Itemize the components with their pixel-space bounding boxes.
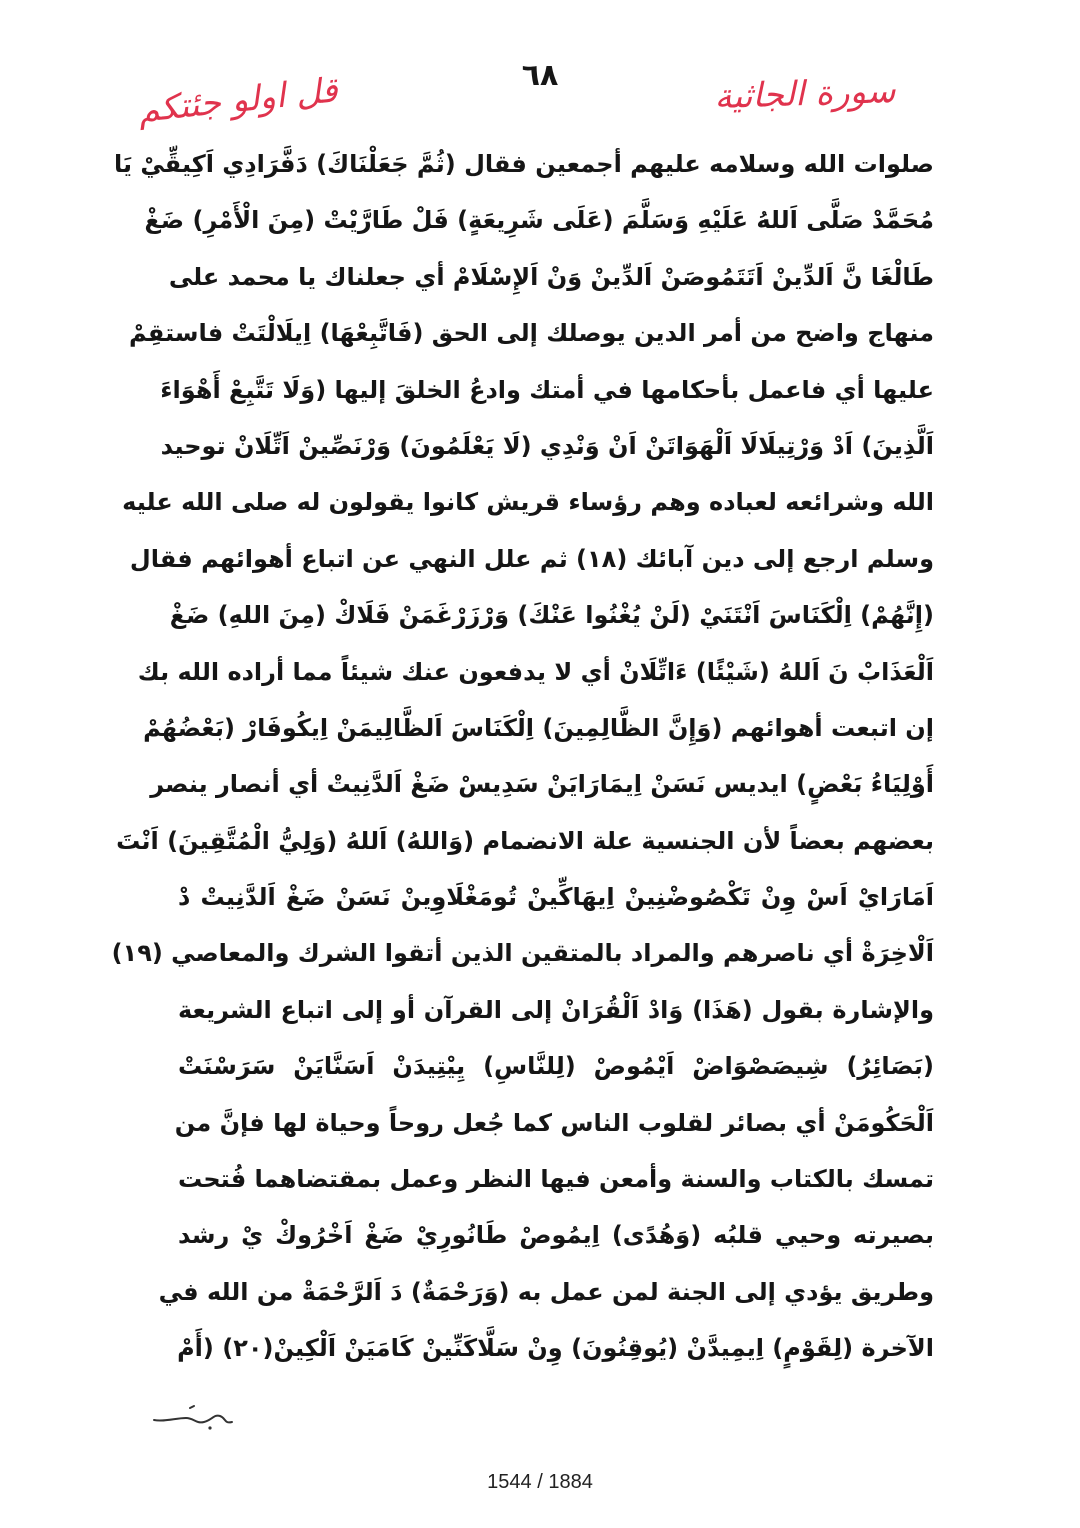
text-line: وطريق يؤدي إلى الجنة لمن عمل به (وَرَحْمَةٌ) دَ اَلرَّحْمَةْ من الله في bbox=[158, 1277, 934, 1306]
text-line: الآخرة (لِقَوْمٍ) اِيمِيدَّنْ (يُوقِنُونَ) وِنْ سَلَّاكَنِّينْ كَامَيَنْ اَلْكِينْ(٢٠) (أَمْ bbox=[177, 1334, 934, 1363]
pdf-page-counter: 1544 / 1884 bbox=[487, 1471, 593, 1493]
text-line: منهاج واضح من أمر الدين يوصلك إلى الحق (فَاتَّبِعْهَا) اِيلَالْتَتْ فاستقِمْ bbox=[128, 319, 934, 348]
text-line: وسلم ارجع إلى دين آبائك (١٨) ثم علل النهي عن اتباع أهوائهم فقال bbox=[129, 544, 934, 573]
text-line: صلوات الله وسلامه عليهم أجمعين فقال (ثُمَّ جَعَلْنَاكَ) دَفَّرَادِي اَكِيقِّيْ يَا bbox=[114, 150, 934, 178]
text-line: (بَصَائِرُ) شِيصَصْوَاضْ اَيْمُوصْ (لِلنَّاسِ) يِيْتِيدَنْ اَسَنَّايَنْ سَرَسْنَتْ bbox=[178, 1052, 934, 1081]
text-line: عليها أي فاعمل بأحكامها في أمتك وادعُ الخلقَ إليها (وَلَا تَتَّبِعْ أَهْوَاءَ bbox=[160, 375, 934, 404]
text-line: إن اتبعت أهوائهم (وَإِنَّ الظَّالِمِينَ) اِلْكَنَاسَ اَلظَّالِيمَنْ اِيكُوفَارْ (بَعْضُهُمْ bbox=[143, 713, 934, 742]
handwritten-surah-note: سورة الجاثية bbox=[713, 70, 897, 118]
handwritten-signature-mark bbox=[150, 1394, 240, 1434]
text-line: اَمَارَايْ اَسْ وِنْ تَكْصُوضْنِينْ اِيهَاكِّينْ تُومَغْلَاوِينْ نَسَنْ ضَغْ اَلدَّنِيتْ دْ bbox=[178, 883, 934, 912]
text-line: بعضهم بعضاً لأن الجنسية علة الانضمام (وَاللهُ) اَللهُ (وَلِيُّ الْمُتَّقِينَ) اَنْتَ bbox=[116, 826, 934, 855]
text-line: والإشارة بقول (هَذَا) وَادْ اَلْقُرَانْ إلى القرآن أو إلى اتباع الشريعة bbox=[178, 995, 934, 1024]
text-line: اَلْعَذَابْ نَ اَللهُ (شَيْئًا) ءَاتِّلَانْ أي لا يدفعون عنك شيئاً مما أراده الله بك bbox=[137, 657, 934, 686]
text-line: تمسك بالكتاب والسنة وأمعن فيها النظر وعمل بمقتضاهما فُتحت bbox=[177, 1165, 934, 1194]
text-line: اَلْاخِرَةْ أي ناصرهم والمراد بالمتقين الذين أتقوا الشرك والمعاصي (١٩) bbox=[111, 939, 934, 968]
handwritten-margin-note: قل اولو جئتكم bbox=[136, 70, 340, 131]
text-line: اَلْحَكُومَنْ أي بصائر لقلوب الناس كما جُعل روحاً وحياة لها فإنَّ من bbox=[174, 1108, 934, 1137]
text-line: (إِنَّهُمْ) اِلْكَنَاسَ اَنْتَنَيْ (لَنْ يُغْنُوا عَنْكَ) وَرْزَرْغَمَنْ فَلَاكْ (مِنَ اللهِ) ضَغْ bbox=[169, 601, 934, 630]
body-text bbox=[111, 136, 934, 1377]
text-line: أَوْلِيَاءُ بَعْضٍ) ايديس نَسَنْ اِيمَارَايَنْ سَدِيسْ ضَغْ اَلدَّنِيتْ أي أنصار ينصر bbox=[150, 770, 934, 799]
text-line: مُحَمَّدْ صَلَّى اَللهُ عَلَيْهِ وَسَلَّمَ (عَلَى شَرِيعَةٍ) فَلْ طَارَّيْتْ (مِنَ الْأَمْرِ) ضَغْ bbox=[144, 206, 934, 235]
page-number: ٦٨ bbox=[521, 58, 559, 93]
text-line: الله وشرائعه لعباده وهم رؤساء قريش كانوا يقولون له صلى الله عليه bbox=[122, 488, 934, 517]
text-line: اَلَّذِينَ) اَدْ وَرْتِيلَالَا اَلْهَوَاتَنْ اَنْ وَنْدِي (لَا يَعْلَمُونَ) وَرْنَصِّينْ اَتِّلَانْ توحيد bbox=[160, 431, 934, 460]
text-line: طَالْغَا نَّ اَلدِّينْ اَتَتَمُوصَنْ اَلدِّينْ وَنْ اَلإِسْلَامْ أي جعلناك يا محمد على bbox=[168, 262, 934, 291]
text-line: بصيرته وحيي قلبُه (وَهُدًى) اِيمُوصْ طَانُورِيْ ضَغْ اَخْرُوكْ يْ رشد bbox=[178, 1221, 934, 1250]
